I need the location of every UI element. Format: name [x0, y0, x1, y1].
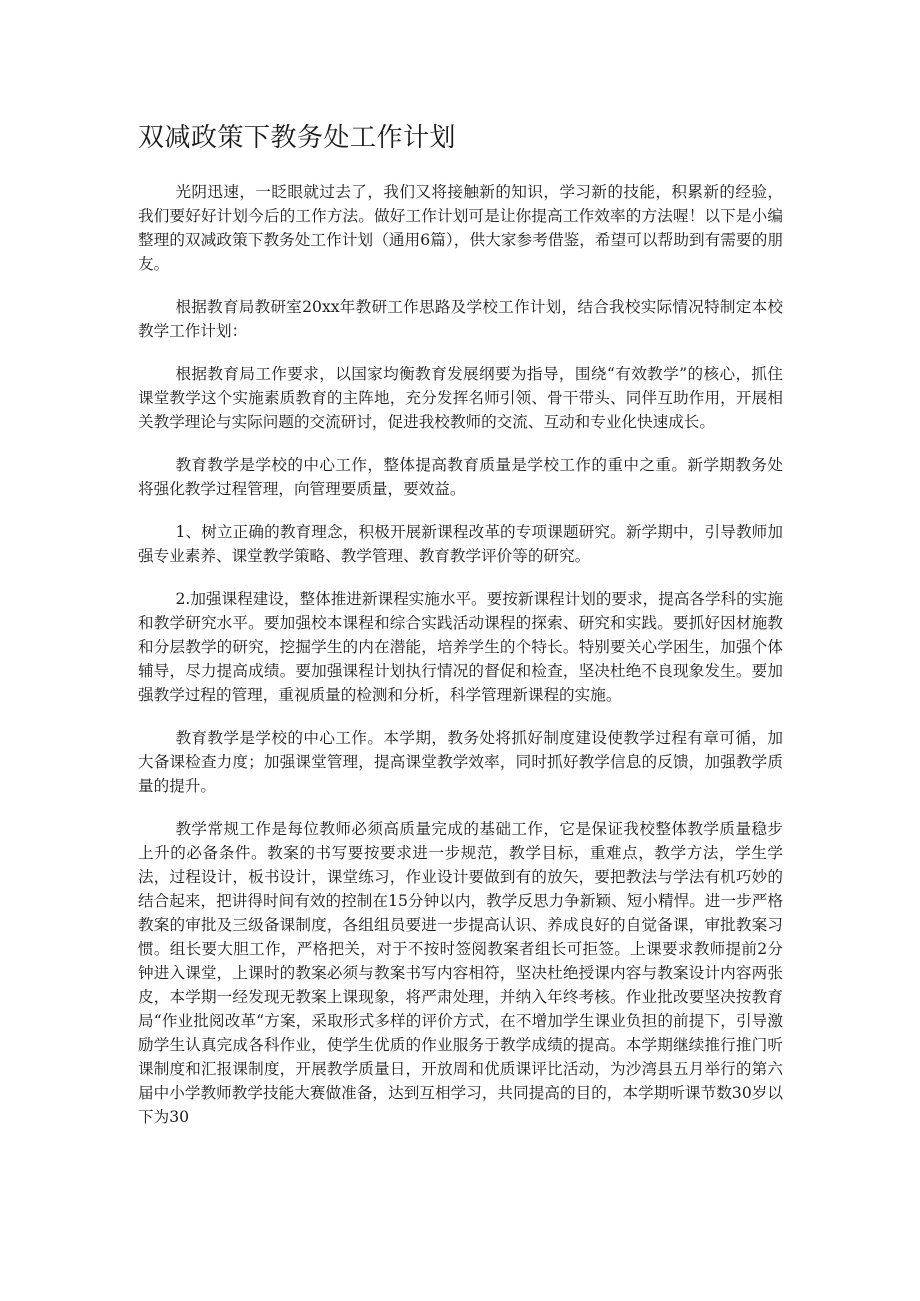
paragraph-semester-focus: 教育教学是学校的中心工作。本学期，教务处将抓好制度建设使教学过程有章可循，加大备课检查力度；加强课堂管理，提高课堂教学效率，同时抓好教学信息的反馈，加强教学质量的提升。 [138, 729, 783, 795]
document-page [138, 118, 783, 1148]
paragraph-item-2: 2.加强课程建设，整体推进新课程实施水平。要按新课程计划的要求，提高各学科的实施和教学研究水平。要加强校本课程和综合实践活动课程的探索、研究和实践。要抓好因材施教和分层教学的研究，挖掘学生的内在潜能，培养学生的个特长。特别要关心学困生，加强个体辅导，尽力提高成绩。要加强课程计划执行情况的督促和检查，坚决杜绝不良现象发生。要加强教学过程的管理，重视质量的检测和分析，科学管理新课程的实施。 [138, 590, 783, 704]
paragraph-central-work: 教育教学是学校的中心工作，整体提高教育质量是学校工作的重中之重。新学期教务处将强化教学过程管理，向管理要质量，要效益。 [138, 456, 783, 498]
paragraph-plan-basis: 根据教育局教研室20xx年教研工作思路及学校工作计划，结合我校实际情况特制定本校教学工作计划： [138, 298, 783, 340]
paragraph-guiding-idea: 根据教育局工作要求，以国家均衡教育发展纲要为指导，围绕“有效教学”的核心，抓住课堂教学这个实施素质教育的主阵地，充分发挥名师引领、骨干带头、同伴互助作用，开展相关教学理论与实际问题的交流研讨，促进我校教师的交流、互动和专业化快速成长。 [138, 365, 783, 431]
document-title: 双减政策下教务处工作计划 [138, 123, 457, 153]
paragraph-teaching-routine: 教学常规工作是每位教师必须高质量完成的基础工作，它是保证我校整体教学质量稳步上升的必备条件。教案的书写要按要求进一步规范，教学目标，重难点，教学方法，学生学法，过程设计，板书设计，课堂练习，作业设计要做到有的放矢，要把教法与学法有机巧妙的结合起来，把讲得时间有效的控制在15分钟以内，教学反思力争新颖、短小精悍。进一步严格教案的审批及三级备课制度，各组组员要进一步提高认识、养成良好的自觉备课，审批教案习惯。组长要大胆工作，严格把关，对于不按时签阅教案者组长可拒签。上课要求教师提前2分钟进入课堂，上课时的教案必须与教案书写内容相符，坚决杜绝授课内容与教案设计内容两张皮，本学期一经发现无教案上课现象，将严肃处理，并纳入年终考核。作业批改要坚决按教育局“作业批阅改革“方案，采取形式多样的评价方式，在不增加学生课业负担的前提下，引导激励学生认真完成各科作业，使学生优质的作业服务于教学成绩的提高。本学期继续推行推门听课制度和汇报课制度，开展教学质量日，开放周和优质课评比活动，为沙湾县五月举行的第六届中小学教师教学技能大赛做准备，达到互相学习，共同提高的目的，本学期听课节数30岁以下为30 [138, 820, 783, 1126]
intro-paragraph: 光阴迅速，一眨眼就过去了，我们又将接触新的知识，学习新的技能，积累新的经验，我们要好好计划今后的工作方法。做好工作计划可是让你提高工作效率的方法喔！以下是小编整理的双减政策下教务处工作计划（通用6篇），供大家参考借鉴，希望可以帮助到有需要的朋友。 [138, 183, 783, 273]
paragraph-item-1: 1、树立正确的教育理念，积极开展新课程改革的专项课题研究。新学期中，引导教师加强专业素养、课堂教学策略、教学管理、教育教学评价等的研究。 [138, 523, 783, 565]
